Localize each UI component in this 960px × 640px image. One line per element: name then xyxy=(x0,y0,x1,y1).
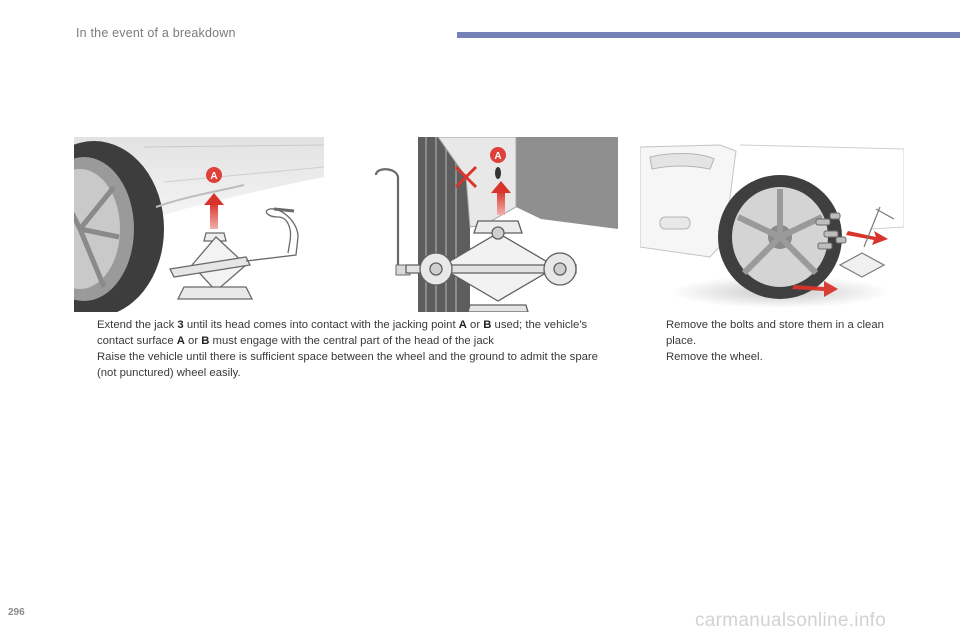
instruction-item xyxy=(647,317,912,349)
wheel-icon xyxy=(718,175,842,299)
page-number: 296 xyxy=(8,607,25,618)
instruction-item xyxy=(647,349,912,365)
jacking-point-label: A xyxy=(494,151,502,162)
watermark[interactable]: carmanualsonline.info xyxy=(695,610,887,631)
instruction-item xyxy=(78,349,618,381)
instruction-item xyxy=(78,317,618,349)
instruction-list-right xyxy=(647,317,912,365)
instruction-text: Remove the wheel. xyxy=(666,351,763,363)
wheel-removal-illustration xyxy=(640,137,904,312)
instruction-text: Raise the vehicle until there is sufficient space between the wheel and the ground to admit the spare (not punctured) wheel easily. xyxy=(97,351,598,379)
instruction-list-left xyxy=(78,317,618,381)
instruction-text: Remove the bolts and store them in a clean place. xyxy=(666,319,884,347)
instruction-text: Extend the jack 3 until its head comes into contact with the jacking point A or B used; the vehicle's contact surface A or B must engage with the central part of the head of the jack xyxy=(97,319,588,347)
section-title: In the event of a breakdown xyxy=(76,26,236,40)
jack-at-wheel-illustration xyxy=(366,137,618,312)
jacking-point-label: A xyxy=(210,171,218,182)
header-rule xyxy=(457,32,960,38)
jack-under-sill-illustration xyxy=(74,137,324,312)
